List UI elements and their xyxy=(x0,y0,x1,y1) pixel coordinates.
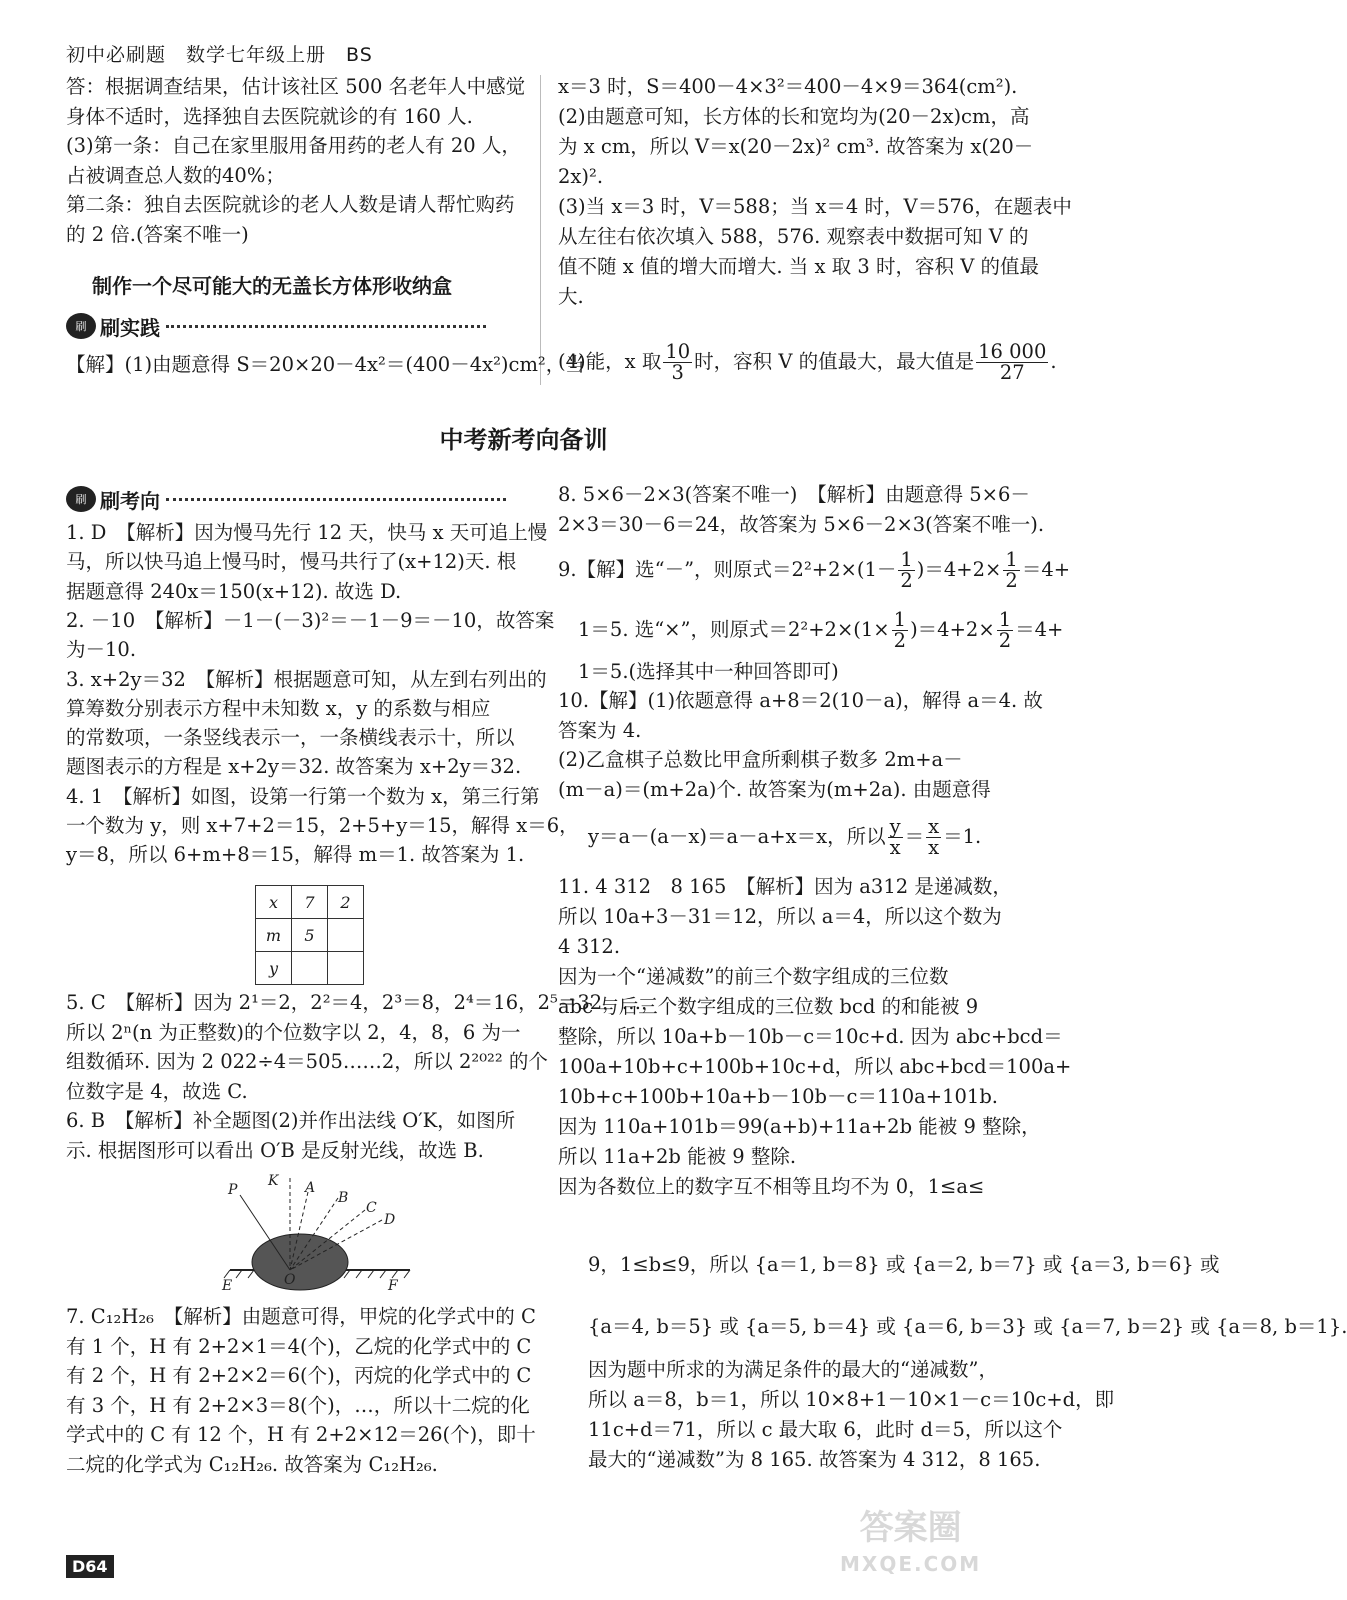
q9-line3: 1＝5.(选择其中一种回答即可) xyxy=(578,660,839,683)
left-col-line: 一个数为 y，则 x+7+2＝15，2+5+y＝15，解得 x＝6， xyxy=(66,814,579,837)
left-col3-line: 有 2 个，H 有 2+2×2＝6(个)，丙烷的化学式中的 C xyxy=(66,1364,532,1387)
q10-end-line: y＝a－(a－x)＝a－a+x＝x，所以 $\frac{y}{x}$ ＝ $\frac{x}{x}$ ＝1. xyxy=(588,815,982,859)
right-col3-line: 因为各数位上的数字互不相等且均不为 0，1≤a≤ xyxy=(558,1175,985,1198)
left-col3-line: 有 3 个，H 有 2+2×3＝8(个)，…，所以十二烷的化 xyxy=(66,1393,530,1417)
left-col3-line: 二烷的化学式为 C₁₂H₂₆. 故答案为 C₁₂H₂₆. xyxy=(66,1452,438,1476)
left-col2-line: 组数循环. 因为 2 022÷4＝505……2，所以 2²⁰²² 的个 xyxy=(66,1050,548,1073)
right-col2-line: (m－a)＝(m+2a)个. 故答案为(m+2a). 由题意得 xyxy=(558,777,991,801)
right-col3-line: 所以 11a+2b 能被 9 整除. xyxy=(558,1145,797,1168)
practice-line: 【解】(1)由题意得 S＝20×20－4x²＝(400－4x²)cm²，当 xyxy=(66,353,585,376)
left-col3-line: 学式中的 C 有 12 个，H 有 2+2×12＝26(个)，即十 xyxy=(66,1423,536,1446)
left-col2-line: 6. B 【解析】补全题图(2)并作出法线 O′K，如图所 xyxy=(66,1109,516,1132)
top-right-line: 从左往右依次填入 588，576. 观察表中数据可知 V 的 xyxy=(558,225,1029,248)
q4-line: (4)能，x 取 $\frac{10}{3}$ 时，容积 V 的值最大，最大值是 $\frac{16 000}{27}$ . xyxy=(558,340,1057,384)
top-left-line: 的 2 倍.(答案不唯一) xyxy=(66,222,249,246)
top-right-line: 值不随 x 值的增大而增大. 当 x 取 3 时，容积 V 的值最 xyxy=(558,255,1039,278)
right-col3-line: 因为 110a+101b＝99(a+b)+11a+2b 能被 9 整除， xyxy=(558,1115,1041,1138)
right-col4-line: 11c+d＝71，所以 c 最大取 6，此时 d＝5，所以这个 xyxy=(588,1418,1063,1441)
right-col3-line: 100a+10b+c+100b+10c+d，所以 abc+bcd＝100a+ xyxy=(558,1055,1072,1078)
left-col-line: 为－10. xyxy=(66,638,137,662)
right-col4-line: 因为题中所求的为满足条件的最大的“递减数”， xyxy=(588,1358,998,1381)
left-col3-line: 有 1 个，H 有 2+2×1＝4(个)，乙烷的化学式中的 C xyxy=(66,1334,532,1358)
number-grid: x 7 2 m 5 y xyxy=(255,885,364,985)
right-col4-line: 最大的“递减数”为 8 165. 故答案为 4 312，8 165. xyxy=(588,1448,1041,1471)
right-col3-line: abc 与后三个数字组成的三位数 bcd 的和能被 9 xyxy=(558,995,979,1018)
exam-tag xyxy=(66,486,506,512)
right-col3-line: 10b+c+100b+10a+b－10b－c＝110a+101b. xyxy=(558,1085,998,1108)
top-right-line: 大. xyxy=(558,285,584,308)
right-col3-line: 所以 10a+3－31＝12，所以 a＝4，所以这个数为 xyxy=(558,905,1002,928)
right-col3-line: 11. 4 312 8 165 【解析】因为 a312 是递减数， xyxy=(558,875,1012,898)
left-col-line: 2. －10 【解析】－1－(－3)²＝－1－9＝－10，故答案 xyxy=(66,608,555,632)
systems-row-1: 9，1≤b≤9，所以 {a＝1, b＝8} 或 {a＝2, b＝7} 或 {a＝3, b＝6} 或 xyxy=(588,1253,1220,1276)
left-col2-line: 示. 根据图形可以看出 O′B 是反射光线，故选 B. xyxy=(66,1138,484,1162)
right-col-line: 8. 5×6－2×3(答案不唯一) 【解析】由题意得 5×6－ xyxy=(558,483,1030,506)
top-left-line: (3)第一条：自己在家里服用备用药的老人有 20 人， xyxy=(66,134,521,157)
right-col4-line: 所以 a＝8，b＝1，所以 10×8+1－10×1－c＝10c+d，即 xyxy=(588,1388,1115,1411)
q9-line2: 1＝5. 选“×”，则原式＝2²+2×(1× $\frac{1}{2}$ )＝4+2× $\frac{1}{2}$ ＝4+ xyxy=(578,608,1064,652)
exam-tag-label: 刷考向 xyxy=(100,488,160,513)
top-left-line: 第二条：独自去医院就诊的老人人数是请人帮忙购药 xyxy=(66,193,515,216)
right-col3-line: 因为一个“递减数”的前三个数字组成的三位数 xyxy=(558,965,949,988)
left-col-line: 4. 1 【解析】如图，设第一行第一个数为 x，第三行第 xyxy=(66,784,540,808)
left-col2-line: 5. C 【解析】因为 2¹＝2，2²＝4，2³＝8，2⁴＝16，2⁵＝32，…， xyxy=(66,991,661,1014)
right-col3-line: 4 312. xyxy=(558,935,621,958)
brush-icon: 刷 xyxy=(66,313,96,339)
practice-tag-label: 刷实践 xyxy=(100,315,160,340)
left-col-line: 的常数项，一条竖线表示一，一条横线表示十，所以 xyxy=(66,726,515,750)
label-k: K xyxy=(268,1173,279,1189)
watermark: 答案圈 MXQE.COM xyxy=(840,1508,982,1576)
top-left-line: 身体不适时，选择独自去医院就诊的有 160 人. xyxy=(66,104,473,128)
label-e: E xyxy=(222,1278,233,1294)
brush-icon: 刷 xyxy=(66,486,96,512)
label-c: C xyxy=(366,1200,377,1216)
right-col-line: 2×3＝30－6＝24，故答案为 5×6－2×3(答案不唯一). xyxy=(558,513,1045,536)
top-right-line: (2)由题意可知，长方体的长和宽均为(20－2x)cm，高 xyxy=(558,105,1030,128)
top-right-line: 为 x cm，所以 V＝x(20－2x)² cm³. 故答案为 x(20－ xyxy=(558,135,1034,158)
top-right-line: (3)当 x＝3 时，V＝588；当 x＝4 时，V＝576，在题表中 xyxy=(558,195,1072,218)
dotted-rule xyxy=(166,498,506,501)
left-col2-line: 所以 2ⁿ(n 为正整数)的个位数字以 2，4，8，6 为一 xyxy=(66,1020,521,1044)
dotted-rule xyxy=(166,325,486,328)
right-col2-line: (2)乙盒棋子总数比甲盒所剩棋子数多 2m+a－ xyxy=(558,748,963,771)
reflection-diagram xyxy=(210,1170,420,1295)
right-col3-line: 整除，所以 10a+b－10b－c＝10c+d. 因为 abc+bcd＝ xyxy=(558,1025,1063,1048)
systems-row-2: {a＝4, b＝5} 或 {a＝5, b＝4} 或 {a＝6, b＝3} 或 {a＝7, b＝2} 或 {a＝8, b＝1}. xyxy=(588,1315,1347,1338)
left-col3-line: 7. C₁₂H₂₆ 【解析】由题意可得，甲烷的化学式中的 C xyxy=(66,1305,536,1328)
top-right-line: 2x)². xyxy=(558,165,604,188)
label-p: P xyxy=(228,1182,238,1198)
left-col-line: 3. x+2y＝32 【解析】根据题意可知，从左到右列出的 xyxy=(66,667,547,691)
page-number: D64 xyxy=(66,1555,114,1578)
section-title: 中考新考向备训 xyxy=(439,426,608,454)
project-title: 制作一个尽可能大的无盖长方体形收纳盒 xyxy=(92,274,452,298)
left-col2-line: 位数字是 4，故选 C. xyxy=(66,1079,248,1103)
practice-tag xyxy=(66,313,486,339)
running-header: 初中必刷题 数学七年级上册 BS xyxy=(66,44,373,66)
left-col-line: 题图表示的方程是 x+2y＝32. 故答案为 x+2y＝32. xyxy=(66,755,522,779)
top-right-line: x＝3 时，S＝400－4×3²＝400－4×9＝364(cm²). xyxy=(558,75,1018,98)
top-left-line: 占被调查总人数的40%； xyxy=(66,163,285,187)
label-a: A xyxy=(305,1180,316,1196)
label-b: B xyxy=(338,1190,349,1206)
label-o: O xyxy=(284,1272,296,1288)
column-divider xyxy=(540,75,541,385)
label-d: D xyxy=(384,1212,396,1228)
left-col-line: 据题意得 240x＝150(x+12). 故选 D. xyxy=(66,579,402,603)
right-col2-line: 10.【解】(1)依题意得 a+8＝2(10－a)，解得 a＝4. 故 xyxy=(558,689,1043,712)
right-col2-line: 答案为 4. xyxy=(558,718,642,742)
left-col-line: y＝8，所以 6+m+8＝15，解得 m＝1. 故答案为 1. xyxy=(66,843,525,867)
left-col-line: 马，所以快马追上慢马时，慢马共行了(x+12)天. 根 xyxy=(66,550,517,574)
q9-line1: 9.【解】选“－”，则原式＝2²+2×(1－ $\frac{1}{2}$ )＝4+2× $\frac{1}{2}$ ＝4+ xyxy=(558,548,1071,592)
top-left-line: 答：根据调查结果，估计该社区 500 名老年人中感觉 xyxy=(66,75,526,98)
left-col-line: 1. D 【解析】因为慢马先行 12 天，快马 x 天可追上慢 xyxy=(66,521,548,544)
label-f: F xyxy=(388,1278,398,1294)
left-col-line: 算筹数分别表示方程中未知数 x，y 的系数与相应 xyxy=(66,696,491,720)
